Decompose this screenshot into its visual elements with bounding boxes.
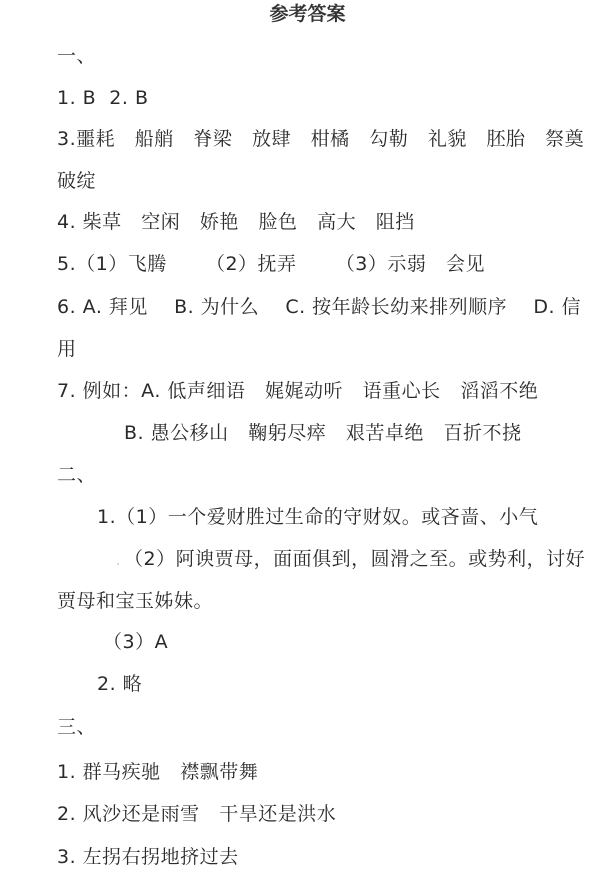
- answer-line: 6. A. 拜见 B. 为什么 C. 按年龄长幼来排列顺序 D. 信: [57, 296, 582, 318]
- answer-line: 2. 风沙还是雨雪 干旱还是洪水: [57, 803, 337, 825]
- answer-line: 1.（1）一个爱财胜过生命的守财奴。或吝啬、小气: [97, 506, 539, 528]
- answer-line: （3）A: [103, 631, 169, 653]
- section-heading-2: 二、: [57, 464, 97, 486]
- answer-line: 1. 群马疾驰 襟飘带舞: [57, 761, 259, 783]
- answer-line: 3.噩耗 船艄 脊梁 放肆 柑橘 勾勒 礼貌 胚胎 祭奠: [57, 128, 585, 150]
- answer-line: 7. 例如：A. 低声细语 娓娓动听 语重心长 滔滔不绝: [57, 380, 539, 402]
- section-heading-1: 一、: [57, 45, 97, 67]
- answer-line: 用: [57, 338, 77, 360]
- page-title: 参考答案: [269, 3, 346, 25]
- answer-line: 2. 略: [97, 673, 143, 695]
- answer-line: 5.（1）飞腾 （2）抚弄 （3）示弱 会见: [57, 253, 485, 275]
- section-heading-3: 三、: [57, 716, 97, 738]
- answer-line: 3. 左拐右拐地挤过去: [57, 846, 239, 868]
- answer-line: 破绽: [57, 170, 97, 192]
- stray-mark: [117, 563, 119, 565]
- answer-line: 贾母和宝玉姊妹。: [57, 590, 214, 612]
- answer-line: B. 愚公移山 鞠躬尽瘁 艰苦卓绝 百折不挠: [124, 422, 522, 444]
- answer-line: 1. B 2. B: [57, 87, 149, 109]
- answer-line: （2）阿谀贾母，面面俱到，圆滑之至。或势利，讨好: [124, 548, 586, 570]
- answer-line: 4. 柴草 空闲 娇艳 脸色 高大 阻挡: [57, 211, 415, 233]
